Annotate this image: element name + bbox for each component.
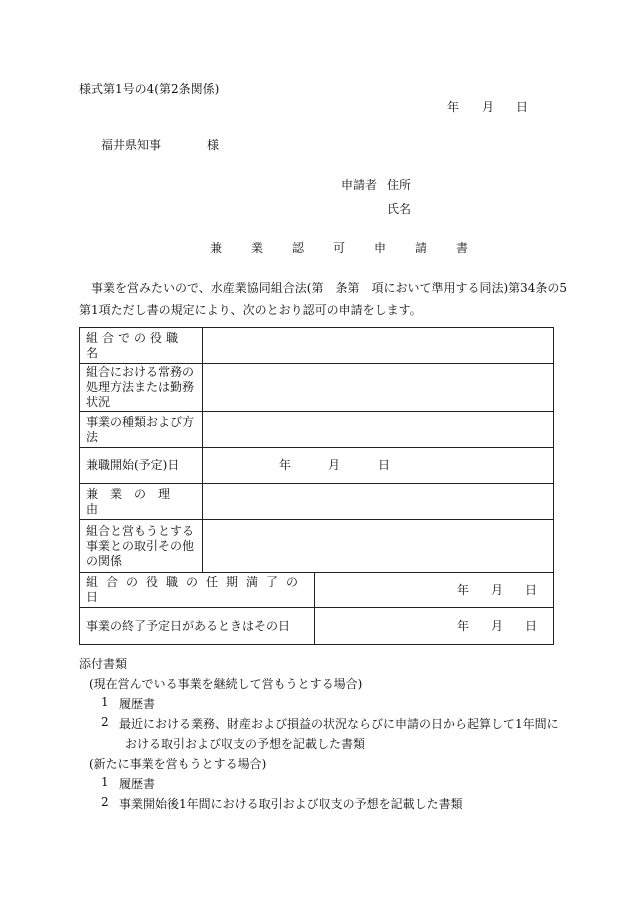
term-end-label: 組合の役職の任期満了の日 <box>80 573 315 608</box>
case2-item2: 事業開始後1年間における取引および収支の予想を記載した書類 <box>119 797 463 811</box>
reason-value-cell[interactable] <box>203 484 554 520</box>
business-type-label: 事業の種類および方法 <box>80 412 203 448</box>
business-end-month: 月 <box>491 618 504 633</box>
case2-heading: (新たに事業を営もうとする場合) <box>89 757 267 771</box>
table-row <box>80 484 554 520</box>
case1-item1-number: 1 <box>101 695 109 709</box>
table-row <box>80 520 554 573</box>
intro-line-1: 事業を営みたいので、水産業協同組合法(第 条第 項において準用する同法)第34条の5 <box>91 281 568 295</box>
addressee-name: 福井県知事 <box>101 138 162 152</box>
business-end-value-cell[interactable] <box>315 608 554 645</box>
case2-item1-number: 1 <box>101 775 109 789</box>
applicant-label: 申請者 <box>341 178 378 192</box>
table-row <box>80 448 554 484</box>
case1-item1: 履歴書 <box>119 697 156 711</box>
term-end-day: 日 <box>525 582 538 597</box>
case2-item1: 履歴書 <box>119 777 156 791</box>
start-date-month: 月 <box>328 458 341 472</box>
start-date-label: 兼職開始(予定)日 <box>80 448 203 484</box>
start-date-year: 年 <box>279 458 292 472</box>
applicant-name-label: 氏名 <box>387 202 412 216</box>
start-date-value-cell[interactable] <box>203 448 554 484</box>
table-row <box>80 573 554 608</box>
table-row <box>80 364 554 412</box>
position-label: 組合での役職名 <box>80 328 203 364</box>
relation-label: 組合と営もうとする事業との取引その他の関係 <box>80 520 203 573</box>
application-table <box>79 327 554 645</box>
date-day-label: 日 <box>516 100 529 114</box>
table-row <box>80 412 554 448</box>
attachments-heading: 添付書類 <box>79 657 128 671</box>
business-type-value-cell[interactable] <box>203 412 554 448</box>
duty-method-label: 組合における常務の処理方法または勤務状況 <box>80 364 203 412</box>
term-end-month: 月 <box>491 582 504 597</box>
case1-item2-line1: 最近における業務、財産および損益の状況ならびに申請の日から起算して1年間に <box>119 717 559 731</box>
term-end-year: 年 <box>457 582 470 597</box>
duty-method-value-cell[interactable] <box>203 364 554 412</box>
case1-item2-number: 2 <box>101 715 109 729</box>
form-number: 様式第1号の4(第2条関係) <box>79 82 220 96</box>
start-date-day: 日 <box>378 458 391 472</box>
case2-item2-number: 2 <box>101 795 109 809</box>
position-value-cell[interactable] <box>203 328 554 364</box>
business-end-label: 事業の終了予定日があるときはその日 <box>80 608 315 645</box>
applicant-address-label: 住所 <box>387 178 412 192</box>
case1-item2-line2: おける取引および収支の予想を記載した書類 <box>125 737 366 751</box>
relation-value-cell[interactable] <box>203 520 554 573</box>
date-year-label: 年 <box>447 100 460 114</box>
business-end-year: 年 <box>457 618 470 633</box>
document-title: 兼業認可申請書 <box>210 241 498 255</box>
term-end-value-cell[interactable] <box>315 573 554 608</box>
table-row <box>80 608 554 645</box>
addressee-honorific: 様 <box>207 138 220 152</box>
table-row <box>80 328 554 364</box>
date-month-label: 月 <box>482 100 495 114</box>
intro-line-2: 第1項ただし書の規定により、次のとおり認可の申請をします。 <box>79 303 422 317</box>
case1-heading: (現在営んでいる事業を継続して営もうとする場合) <box>89 677 363 691</box>
business-end-day: 日 <box>525 618 538 633</box>
reason-label: 兼業の理由 <box>80 484 203 520</box>
